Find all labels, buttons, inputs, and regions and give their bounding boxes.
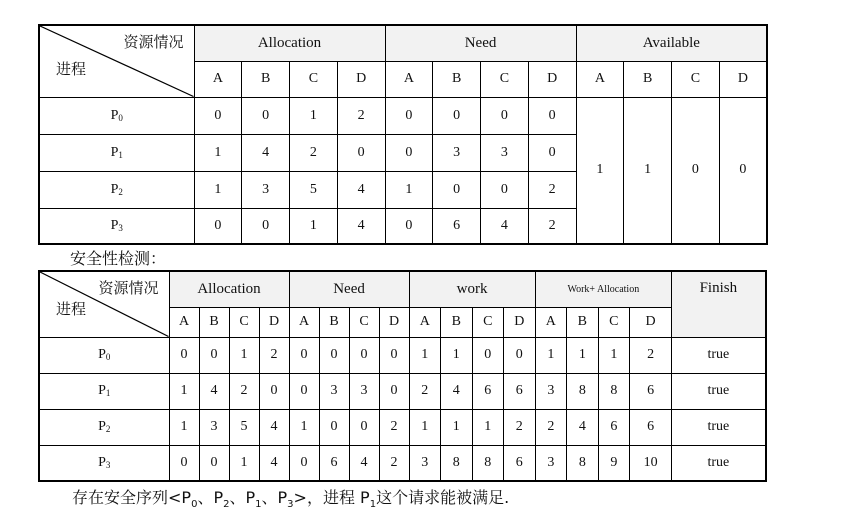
work-cell: 8 [472,445,504,481]
alloc-cell: 0 [199,337,229,373]
alloc-cell: 4 [337,171,385,208]
need-cell: 4 [481,208,529,244]
res-label: C [472,307,504,337]
need-cell: 0 [528,134,576,171]
alloc-cell: 1 [290,97,338,134]
work-alloc-cell: 8 [567,445,599,481]
work-alloc-cell: 8 [567,373,599,409]
alloc-cell: 2 [290,134,338,171]
allocation-header: Allocation [194,25,385,61]
work-cell: 6 [472,373,504,409]
work-cell: 1 [441,409,473,445]
corner-header [39,271,169,337]
need-cell: 0 [379,337,409,373]
alloc-cell: 2 [337,97,385,134]
available-cell: 0 [719,97,767,244]
need-cell: 2 [379,409,409,445]
alloc-cell: 1 [169,373,199,409]
work-cell: 3 [409,445,441,481]
alloc-cell: 0 [194,97,242,134]
work-cell: 1 [409,409,441,445]
work-cell: 2 [409,373,441,409]
res-label: B [242,61,290,97]
alloc-cell: 4 [242,134,290,171]
process-cell: $P_2$ [39,171,194,208]
need-cell: 0 [349,409,379,445]
process-cell: $P_3$ [39,208,194,244]
alloc-cell: 4 [259,445,289,481]
need-cell: 0 [289,373,319,409]
work-cell: 2 [504,409,536,445]
available-header: Available [576,25,767,61]
process-cell: $P_1$ [39,373,169,409]
need-cell: 0 [385,208,433,244]
table-row [39,337,766,373]
available-cell: 1 [624,97,672,244]
work-cell: 8 [441,445,473,481]
alloc-cell: 1 [229,445,259,481]
need-cell: 0 [433,171,481,208]
res-label: A [289,307,319,337]
work-alloc-cell: 6 [630,373,672,409]
need-cell: 0 [481,97,529,134]
work-alloc-cell: 4 [567,409,599,445]
need-cell: 0 [379,373,409,409]
finish-cell: true [672,445,766,481]
finish-cell: true [672,409,766,445]
res-label: B [319,307,349,337]
need-cell: 0 [528,97,576,134]
res-label: A [535,307,567,337]
safety-check-caption: 安全性检测： [70,249,167,268]
process-cell: $P_2$ [39,409,169,445]
need-cell: 6 [433,208,481,244]
need-cell: 0 [319,409,349,445]
process-cell: $P_0$ [39,97,194,134]
work-alloc-cell: 6 [598,409,630,445]
work-alloc-cell: 1 [598,337,630,373]
alloc-cell: 4 [199,373,229,409]
res-label: D [528,61,576,97]
work-cell: 1 [441,337,473,373]
res-label: C [349,307,379,337]
alloc-cell: 3 [242,171,290,208]
need-cell: 6 [319,445,349,481]
res-label: B [567,307,599,337]
res-label: D [379,307,409,337]
available-cell: 1 [576,97,624,244]
finish-header: Finish [672,271,766,337]
work-alloc-cell: 2 [630,337,672,373]
res-label: A [576,61,624,97]
need-cell: 0 [433,97,481,134]
work-cell: 4 [441,373,473,409]
res-label: D [259,307,289,337]
alloc-cell: 4 [337,208,385,244]
need-cell: 0 [385,97,433,134]
alloc-cell: 2 [259,337,289,373]
need-cell: 0 [289,337,319,373]
need-cell: 0 [385,134,433,171]
alloc-cell: 1 [290,208,338,244]
res-label: B [199,307,229,337]
need-cell: 3 [319,373,349,409]
allocation-header: Allocation [169,271,289,307]
need-cell: 3 [349,373,379,409]
corner-bottom-label: 进程 [56,299,87,318]
corner-bottom-label: 进程 [56,59,87,78]
alloc-cell: 2 [229,373,259,409]
work-alloc-cell: 8 [598,373,630,409]
table-row [39,97,767,134]
table-row [39,445,766,481]
table-row [39,409,766,445]
table-row [39,373,766,409]
work-alloc-cell: 2 [535,409,567,445]
work-alloc-cell: 3 [535,373,567,409]
alloc-cell: 1 [194,134,242,171]
work-alloc-cell: 3 [535,445,567,481]
safe-sequence-caption: 存在安全序列$<P_0$、$P_2$、$P_1$、$P_3>$，进程 $P_1$这个请求能被满足. [72,488,510,510]
res-label: A [194,61,242,97]
alloc-cell: 5 [229,409,259,445]
process-cell: $P_1$ [39,134,194,171]
work-cell: 1 [409,337,441,373]
finish-cell: true [672,337,766,373]
need-cell: 0 [481,171,529,208]
need-cell: 0 [289,445,319,481]
alloc-cell: 0 [259,373,289,409]
res-label: A [169,307,199,337]
alloc-cell: 4 [259,409,289,445]
res-label: A [385,61,433,97]
process-cell: $P_3$ [39,445,169,481]
res-label: C [672,61,720,97]
res-label: D [630,307,672,337]
resource-table [38,24,768,245]
res-label: C [290,61,338,97]
work-cell: 0 [472,337,504,373]
need-cell: 1 [385,171,433,208]
work-alloc-cell: 9 [598,445,630,481]
alloc-cell: 1 [194,171,242,208]
work-alloc-cell: 6 [630,409,672,445]
corner-header [39,25,194,97]
corner-top-label: 资源情况 [123,33,184,51]
need-cell: 3 [481,134,529,171]
res-label: B [624,61,672,97]
work-allocation-header: Work+ Allocation [535,271,672,307]
alloc-cell: 0 [169,337,199,373]
alloc-cell: 0 [337,134,385,171]
alloc-cell: 0 [194,208,242,244]
res-label: C [481,61,529,97]
need-header: Need [385,25,576,61]
safety-table [38,270,767,482]
corner-top-label: 资源情况 [98,279,159,297]
need-header: Need [289,271,409,307]
alloc-cell: 0 [169,445,199,481]
res-label: D [504,307,536,337]
res-label: B [433,61,481,97]
work-alloc-cell: 1 [535,337,567,373]
work-cell: 6 [504,373,536,409]
alloc-cell: 0 [242,208,290,244]
need-cell: 0 [349,337,379,373]
need-cell: 2 [528,208,576,244]
process-cell: $P_0$ [39,337,169,373]
work-cell: 0 [504,337,536,373]
res-label: C [598,307,630,337]
available-cell: 0 [672,97,720,244]
alloc-cell: 1 [169,409,199,445]
res-label: D [337,61,385,97]
res-label: B [441,307,473,337]
need-cell: 2 [379,445,409,481]
work-cell: 1 [472,409,504,445]
work-alloc-cell: 10 [630,445,672,481]
res-label: A [409,307,441,337]
alloc-cell: 0 [199,445,229,481]
res-label: D [719,61,767,97]
res-label: C [229,307,259,337]
alloc-cell: 5 [290,171,338,208]
work-alloc-cell: 1 [567,337,599,373]
need-cell: 4 [349,445,379,481]
alloc-cell: 3 [199,409,229,445]
work-cell: 6 [504,445,536,481]
need-cell: 1 [289,409,319,445]
work-header: work [409,271,535,307]
need-cell: 3 [433,134,481,171]
finish-cell: true [672,373,766,409]
alloc-cell: 0 [242,97,290,134]
need-cell: 2 [528,171,576,208]
alloc-cell: 1 [229,337,259,373]
need-cell: 0 [319,337,349,373]
